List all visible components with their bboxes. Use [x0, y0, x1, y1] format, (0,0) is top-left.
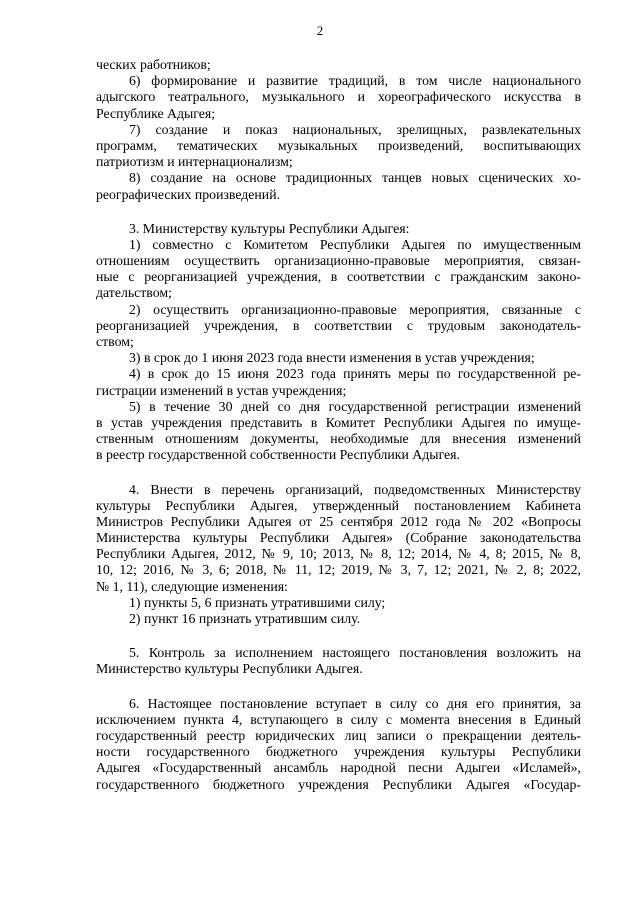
paragraph-gap [96, 464, 581, 482]
paragraph-gap [96, 203, 581, 221]
text-line: 5) в течение 30 дней со дня государственной регистрации изменений [129, 398, 581, 414]
text-line: Министерство культуры Республики Адыгея. [96, 661, 363, 677]
text-line: Республики Адыгея, 2012, № 9, 10; 2013, № 8, 12; 2014, № 4, 8; 2015, № 8, [96, 546, 581, 562]
text-line: 6) формирование и развитие традиций, в том числе национального [129, 73, 581, 89]
page-number: 2 [316, 23, 324, 38]
text-line: 2) пункт 16 признать утратившим силу. [129, 611, 361, 626]
text-line: адыгского театрального, музыкального и хореографического искусства в [96, 89, 581, 105]
text-line: Министерства культуры Республики Адыгея» (Собрание законодательства [96, 530, 581, 546]
text-line: программ, тематических музыкальных произведений, воспитывающих [96, 137, 581, 153]
text-line: ством; [96, 334, 134, 349]
text-line: государственного бюджетного учреждения Республики Адыгея «Государ- [96, 776, 581, 792]
paragraph-gap [96, 627, 581, 645]
document-body [96, 57, 581, 793]
text-line: ные с реорганизацией учреждения, в соответствии с гражданским законо- [96, 269, 581, 285]
text-line: 6. Настоящее постановление вступает в силу со дня его принятия, за [129, 695, 581, 711]
text-line: 7) создание и показ национальных, зрелищных, развлекательных [129, 121, 581, 137]
text-line: 2) осуществить организационно-правовые мероприятия, связанные с [129, 301, 581, 317]
text-line: 5. Контроль за исполнением настоящего постановления возложить на [129, 645, 581, 661]
text-line: Министров Республики Адыгея от 25 сентября 2012 года № 202 «Вопросы [96, 513, 581, 529]
text-line: 1) пункты 5, 6 признать утратившими силу; [129, 594, 386, 610]
text-line: 3. Министерству культуры Республики Адыгея: [129, 220, 410, 236]
text-line: реографических произведений. [96, 186, 281, 202]
text-line: 1) совместно с Комитетом Республики Адыгея по имущественным [129, 236, 581, 252]
text-line: реорганизацией учреждения, в соответствии с трудовым законодатель- [96, 317, 581, 333]
text-line: исключением пункта 4, вступающего в силу с момента внесения в Единый [96, 711, 581, 727]
text-line: Адыгея «Государственный ансамбль народной песни Адыгеи «Исламей», [96, 760, 581, 776]
text-line: в устав учреждения представить в Комитет Республики Адыгея по имуще- [96, 414, 581, 430]
text-line: государственный реестр юридических лиц записи о прекращении деятель- [96, 727, 581, 743]
text-line: патриотизм и интернационализм; [96, 154, 293, 170]
paragraph-gap [96, 678, 581, 696]
text-line: 8) создание на основе традиционных танцев новых сценических хо- [129, 170, 581, 186]
text-line: 4) в срок до 15 июня 2023 года принять меры по государственной ре- [129, 366, 581, 382]
text-line: № 1, 11), следующие изменения: [96, 578, 288, 594]
text-line: ности государственного бюджетного учреждения культуры Республики [96, 744, 581, 760]
text-line: ческих работников; [96, 57, 211, 72]
text-line: 10, 12; 2016, № 3, 6; 2018, № 11, 12; 2019, № 3, 7, 12; 2021, № 2, 8; 2022, [96, 562, 581, 578]
text-line: ственным отношениям документы, необходимые для внесения изменений [96, 431, 581, 447]
text-line: 4. Внести в перечень организаций, подведомственных Министерству [129, 481, 581, 497]
text-line: культуры Республики Адыгея, утвержденный постановлением Кабинета [96, 497, 581, 513]
text-line: гистрации изменений в устав учреждения; [96, 382, 347, 398]
text-line: в реестр государственной собственности Республики Адыгея. [96, 447, 460, 463]
text-line: отношениям осуществить организационно-правовые мероприятия, связан- [96, 253, 581, 269]
text-line: Республике Адыгея; [96, 105, 216, 121]
text-line: дательством; [96, 285, 172, 301]
text-line: 3) в срок до 1 июня 2023 года внести изменения в устав учреждения; [129, 350, 535, 366]
